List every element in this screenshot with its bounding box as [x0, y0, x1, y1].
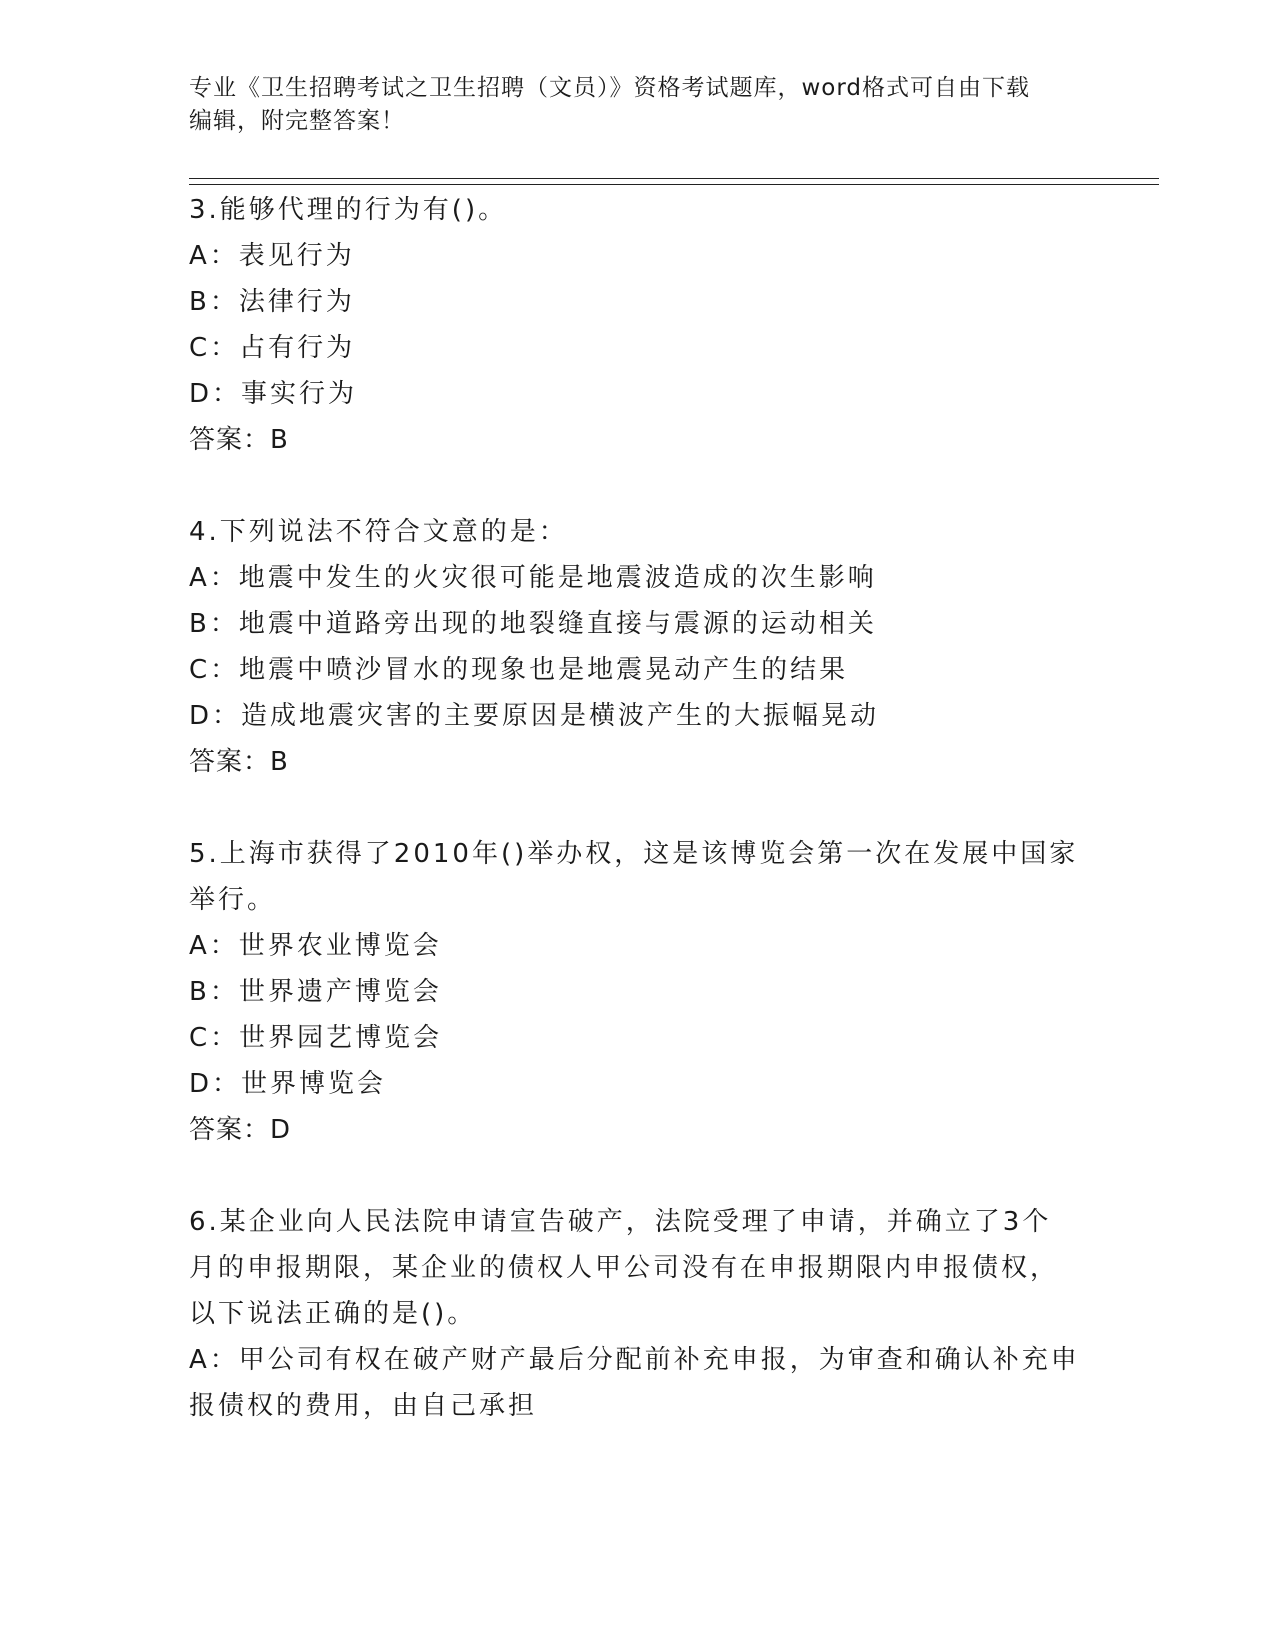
question-stem: 6.某企业向人民法院申请宣告破产，法院受理了申请，并确立了3个 [189, 1207, 1052, 1237]
question-stem: 5.上海市获得了2010年()举办权，这是该博览会第一次在发展中国家 [189, 839, 1079, 869]
option-c: C：世界园艺博览会 [189, 1023, 443, 1053]
question-block [189, 831, 1089, 1153]
question-stem: 4.下列说法不符合文意的是： [189, 517, 568, 547]
option-a-continued: 报债权的费用，由自己承担 [189, 1391, 538, 1421]
question-stem-continued: 以下说法正确的是()。 [189, 1299, 477, 1329]
option-d: D：造成地震灾害的主要原因是横波产生的大振幅晃动 [189, 701, 880, 731]
option-b: B：法律行为 [189, 287, 355, 317]
header-divider-bottom [189, 184, 1159, 185]
option-b: B：地震中道路旁出现的地裂缝直接与震源的运动相关 [189, 609, 877, 639]
option-b: B：世界遗产博览会 [189, 977, 442, 1007]
option-a: A：世界农业博览会 [189, 931, 442, 961]
question-block [189, 187, 1089, 463]
answer-line: 答案：B [189, 747, 289, 777]
answer-line: 答案：D [189, 1115, 292, 1145]
header-line-1: 专业《卫生招聘考试之卫生招聘（文员）》资格考试题库，word格式可自由下载 [189, 75, 1031, 101]
option-a: A：表见行为 [189, 241, 355, 271]
header-divider-top [189, 178, 1159, 179]
question-stem: 3.能够代理的行为有()。 [189, 195, 508, 225]
option-a: A：甲公司有权在破产财产最后分配前补充申报，为审查和确认补充申 [189, 1345, 1080, 1375]
question-block [189, 1199, 1089, 1429]
option-d: D：事实行为 [189, 379, 358, 409]
header-line-2: 编辑，附完整答案！ [189, 108, 405, 134]
document-header [189, 72, 1089, 138]
question-block [189, 509, 1089, 785]
question-stem-continued: 举行。 [189, 885, 277, 915]
question-stem-continued: 月的申报期限，某企业的债权人甲公司没有在申报期限内申报债权， [189, 1253, 1060, 1283]
option-c: C：占有行为 [189, 333, 356, 363]
option-d: D：世界博览会 [189, 1069, 387, 1099]
answer-line: 答案：B [189, 425, 289, 455]
option-a: A：地震中发生的火灾很可能是地震波造成的次生影响 [189, 563, 877, 593]
option-c: C：地震中喷沙冒水的现象也是地震晃动产生的结果 [189, 655, 849, 685]
question-list [189, 187, 1089, 1429]
